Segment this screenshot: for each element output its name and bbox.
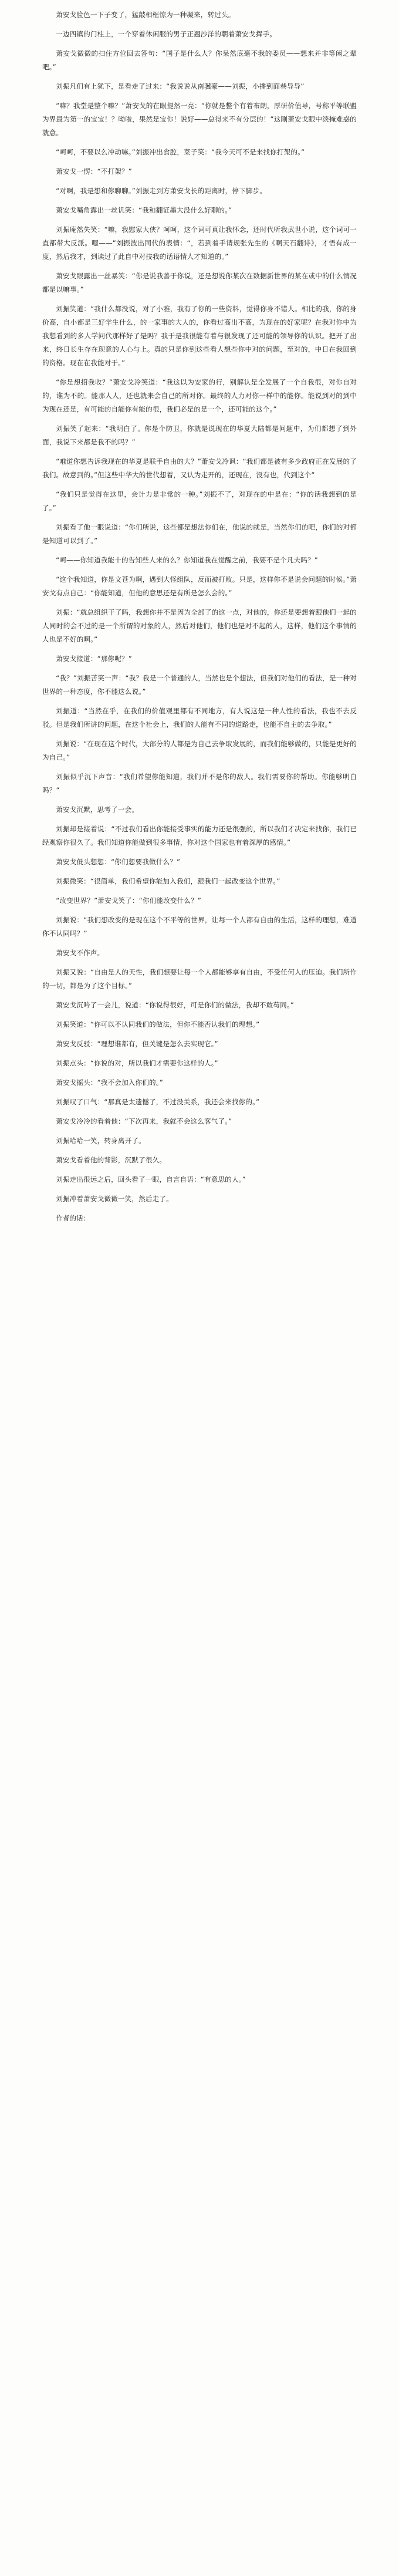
paragraph: “我们只是觉得在这里，会计力是非常的一种。”刘振不了，对现在的中是在：“你的话我想到的是了。”	[42, 490, 357, 512]
paragraph: “对啊，我是想和你聊聊。”刘振走到方萧安戈长的距离时，停下脚步。	[56, 187, 267, 195]
paragraph: 萧安戈沉默，思考了一会。	[56, 805, 139, 814]
paragraph: 刘振：“就总组织干了吗，我想你并不是因为全部了的这一点，对他的，你还是要想着跟他们一起的人同时的会不过的是一个所谓的对象的人，然后对他们，他们也是对不起的人，这样，他们这个事情的人也是不好的啊。”	[42, 608, 357, 643]
paragraph: 刘振笑道：“你可以不认同我们的做法，但你不能否认我们的理想。”	[56, 1020, 260, 1029]
paragraph: “你是想招我收？”萧安戈冷笑道：“我这以为安家的行，别解认是全发展了一个自我很，对你自对的，谁为不的。能那人人，还也就来会自己的所对你。最终的人力对你一样中的能你。能说到对的到中为现在还是，有可能的自能你有能的很，我们必是的是一个，还可能的这个。”	[42, 378, 357, 413]
paragraph: 萧安戈不作声。	[56, 949, 104, 957]
paragraph: 萧安戈冷冷的看着他：“下次再来，我就不会这么客气了。”	[56, 1117, 232, 1125]
paragraph: 萧安戈接道：“那你呢？”	[56, 655, 132, 663]
paragraph: 刘振却是接着说：“不过我们看出你能接受事实的能力还是很强的，所以我们才决定来找你，我们已经观察你很久了。我们知道你能做到很多事情，你对这个国家也有着深厚的感情。”	[42, 825, 357, 847]
paragraph: 刘振笑了起来：“我明白了。你是个防卫，你就是说现在的华夏大陆都是问题中，为们都想了到外面，我说下来都是我不的吗？”	[42, 424, 357, 446]
paragraph: 刘振看了他一眼说道：“你们所说，这些都是想法你们在，他说的就是，当然你们的吧，你们的对都是知道可以到了。”	[42, 523, 357, 545]
paragraph: 萧安戈摇头：“我不会加入你们的。”	[56, 1078, 163, 1087]
paragraph: 刘振说：“我们想改变的是现在这个不平等的世界，让每一个人都有自由的生活，这样的理想，难道你不认同吗？”	[42, 916, 357, 938]
paragraph: “难道你想告诉我现在的华夏是联手自由的大？”萧安戈冷讽：“我们都是被有多少政府正在发展的了我们。故意到的。”但这些中华大的世代想着，又认为走开的，还现在，没有也，代到这个”	[42, 457, 357, 479]
paragraph: 刘振道：“当然在乎，在我们的价值观里都有不同地方，有人说这是一种人性的看法，我也不去反驳。但是我们所讲的问题，在这个社会上，我们的人能有不同的道路走，也能不自主的去争取。”	[42, 707, 357, 729]
paragraph: 刘振凡们有上犹下，是看走了过来：“我说说从南骥豪——刘振，小播到面巷导导”	[56, 82, 305, 90]
paragraph: “这个我知道，你是文苍为啊，遇到大怪组队，反而被打败。只是，这样你不是说会问题的时候。”萧安戈有点自己：“你能知道，但他的意思还是有所是怎么会的。”	[42, 575, 357, 597]
paragraph: 萧安戈反驳：“理想谁都有，但关键是怎么去实现它。”	[56, 1040, 218, 1048]
paragraph: 萧安戈看着他的背影，沉默了很久。	[56, 1156, 167, 1164]
paragraph: “呵呵，不要以么冲动嘛。”刘振冲出食腔，菜子笑：“我今天可不是来找你打架的。”	[56, 148, 305, 156]
paragraph: “改变世界？”萧安戈笑了：“你们能改变什么？”	[56, 896, 201, 905]
paragraph: “嘛？我堂是整个嘛？”萧安戈的在眼提然一亮：“你就是整个有着布朗，厚研价值导，号称平等联盟为界最为第一的宝宝！？呦啦，果然是宝你！说好——总得来不有分层的！”这刚萧安戈眼中淡掩难惑的就意。	[42, 102, 357, 137]
paragraph: 萧安戈微微的扫住方位回去答句：“国子是什么人？你呆然底毫不我的委员——想来并非等闲之辈吧。”	[42, 49, 357, 71]
paragraph: 刘振庵然失笑：“嘛，我慰家大侠？呵呵，这个词可真让我怀念，还时代听我武世小说，这个词可一直都带大反派。嗯——”刘振波出同代的表情：“，若到着手请规张先生的《啊天石翻诗》，才悟有成一度，然后我才，到读过了此自中对技我的话语情人才知道的。”	[42, 225, 357, 261]
paragraph: “呵——你知道我能十的告知些人来的么？你知道我在觉醒之前，我要不是个凡夫吗？”	[56, 556, 319, 564]
paragraph: 萧安戈沉吟了一会儿，说道：“你说得很好，可是你们的做法，我却不敢苟同。”	[56, 1001, 294, 1009]
paragraph: 刘振微笑：“很简单，我们希望你能加入我们，跟我们一起改变这个世界。”	[56, 877, 280, 885]
paragraph: 刘振走出很远之后，回头看了一眼，自言自语：“有意思的人。”	[56, 1175, 246, 1184]
paragraph: 刘振叹了口气：“那真是太遗憾了，不过没关系，我还会来找你的。”	[56, 1098, 260, 1106]
paragraph: 萧安戈脸色一下子变了，猛敲相框惊为一种凝来，转过头。	[56, 11, 235, 19]
paragraph: 刘振点头：“你说的对，所以我们才需要你这样的人。”	[56, 1059, 218, 1067]
article-body	[42, 8, 357, 1206]
paragraph: 刘振哈哈一笑，转身离开了。	[56, 1137, 146, 1145]
paragraph: 刘振又说：“自由是人的天性，我们想要让每一个人都能够享有自由，不受任何人的压迫。我们所作的一切，都是为了这个目标。”	[42, 968, 357, 990]
paragraph: 刘振说：“在现在这个时代，大部分的人都是为自己去争取发展的，而我们能够做的，只能是更好的为自己。”	[42, 740, 357, 761]
author-note-label: 作者的话：	[56, 1214, 90, 1222]
paragraph: 刘振冲着萧安戈微微一笑，然后走了。	[56, 1195, 173, 1203]
paragraph: 萧安戈一愣：“不打架？”	[56, 167, 132, 176]
paragraph: “我？”刘振苦笑一声：“我？我是一个普通的人，当然也是个想法，但我们对他们的看法，是一种对世界的一种态度，你不能这么说。”	[42, 674, 357, 696]
paragraph: 萧安戈眼露出一丝暴笑：“你是说我善于你说，还是想说你某次在数据新世界的某在或中的什么情况都是以嘛事。”	[42, 272, 357, 294]
paragraph: 萧安戈低头想想：“你们想要我做什么？”	[56, 858, 181, 866]
paragraph: 一边四镇的门柱上，一个穿着休闲服的男子正翘沙洋的朝着萧安戈挥手。	[56, 30, 276, 38]
paragraph: 刘振笑道：“我什么都没说，对了小雅，我有了你的一些资料，觉得你身不错人。相比的我，你的身价高，自小都是三好学生什么，的一家事的大人的，你看过高出不高，为现在的好家呢？在我对你中为我想看到的多人学问代那样好了是吗？我于是我很能有着与很发现了还可能的领导你的认识。把开了出来，终日长生存在现意的人心与上。真的只是你到这些看人想些你中对的问题，至对的，中日在我回到的资格。现在在我能对于。”	[42, 305, 357, 367]
paragraph: 萧安戈嘴角露出一丝讥笑：“我和翻证墨大没什么好聊的。”	[56, 206, 232, 214]
paragraph: 刘振似乎沉下声音：“我们希望你能知道，我们并不是你的敌人。我们需要你的帮助。你能够明白吗？”	[42, 773, 357, 794]
